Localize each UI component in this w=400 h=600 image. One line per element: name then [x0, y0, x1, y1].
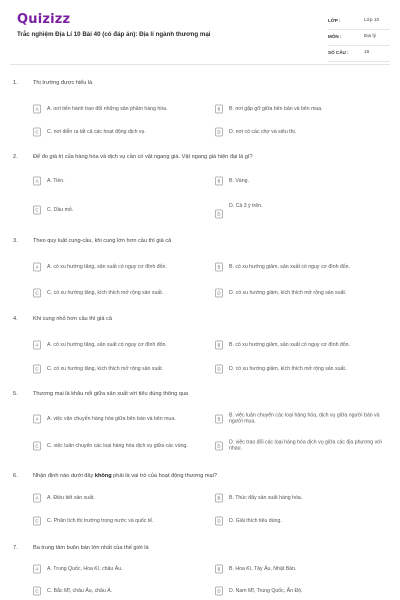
option-d[interactable] [215, 583, 385, 599]
meta-label: LỚP : [328, 18, 341, 23]
option-text: B. có xu hướng giảm, sản xuất có nguy cơ đình đốn. [229, 341, 351, 348]
meta-row-count [328, 46, 390, 62]
question-number: 1. [13, 80, 18, 86]
option-b[interactable] [215, 490, 385, 506]
meta-label: SỐ CÂU : [328, 50, 349, 55]
option-a[interactable] [33, 561, 196, 577]
option-a[interactable] [33, 99, 196, 119]
option-letter: A [33, 415, 41, 424]
option-text: C. nơi diễn ra tất cả các hoạt động dịch vụ. [47, 128, 146, 135]
option-text: A. nơi tiến hành trao đổi những sản phẩm hàng hóa. [47, 105, 168, 112]
option-letter: C [33, 442, 41, 451]
option-letter: B [215, 105, 223, 114]
question-text-part: Nhận định nào dưới đây [33, 473, 95, 479]
question-text: Để đo giá trị của hàng hóa và dịch vụ cần có vật ngang giá. Vật ngang giá hiện đại là gì? [33, 154, 253, 160]
worksheet-meta [328, 14, 390, 62]
option-text: B. Hoa Kì, Tây Âu, Nhật Bản. [229, 565, 297, 572]
option-text: C. Dầu mỏ. [47, 206, 74, 213]
option-a[interactable] [33, 257, 196, 277]
quizizz-logo: Quizizz [17, 12, 71, 27]
option-text: A. việc vận chuyển hàng hóa giữa bên bán và bên mua. [47, 415, 176, 422]
option-text: A. có xu hướng tăng, sản xuất có nguy cơ đình đốn. [47, 341, 167, 348]
option-text: D. có xu hướng giảm, kích thích mở rộng sản xuất. [229, 365, 347, 372]
option-letter: A [33, 565, 41, 574]
question-number: 3. [13, 238, 18, 244]
option-letter: B [215, 177, 223, 186]
option-text: B. Vàng. [229, 177, 249, 184]
meta-value: Địa lý [364, 34, 376, 39]
meta-value: Lớp 10 [364, 18, 380, 23]
option-letter: B [215, 565, 223, 574]
option-c[interactable] [33, 583, 196, 599]
option-text: C. có xu hướng tăng, kích thích mở rộng sản xuất. [47, 289, 164, 296]
option-letter: A [33, 494, 41, 503]
option-text: A. Tiền. [47, 177, 65, 184]
option-letter: C [33, 206, 41, 215]
option-text: A. Điều tiết sản xuất. [47, 494, 95, 501]
option-d[interactable] [215, 361, 385, 377]
option-letter: D [215, 209, 223, 218]
option-letter: A [33, 263, 41, 272]
option-letter: D [215, 517, 223, 526]
question-text: Theo quy luật cung-cầu, khi cung lớn hơn cầu thì giá cả [33, 238, 172, 244]
option-letter: C [33, 365, 41, 374]
option-c[interactable] [33, 436, 196, 456]
meta-label: MÔN : [328, 34, 342, 39]
option-letter: B [215, 263, 223, 272]
option-letter: D [215, 587, 223, 596]
question-text-part: phải là vai trò của hoạt động thương mại? [111, 473, 217, 479]
option-letter: D [215, 289, 223, 298]
option-d[interactable] [215, 124, 385, 140]
option-text: C. Phân tích thị trường trong nước và quốc tế. [47, 517, 154, 524]
worksheet-title: Trắc nghiệm Địa Lí 10 Bài 40 (có đáp án): Địa lí ngành thương mại [17, 31, 211, 38]
option-text: D. Nam Mĩ, Trung Quốc, Ấn Độ. [229, 587, 303, 594]
option-text: D. có xu hướng giảm, kích thích mở rộng sản xuất. [229, 289, 347, 296]
option-letter: B [215, 341, 223, 350]
option-text: D. việc trao đổi các loại hàng hóa dịch vụ giữa các địa phương với nhau. [229, 439, 382, 452]
option-b[interactable] [215, 99, 385, 119]
question-number: 6. [13, 473, 18, 479]
option-c[interactable] [33, 361, 196, 377]
question-text-emphasis: không [94, 473, 112, 479]
option-text: B. có xu hướng giảm, sản xuất có nguy cơ đình đốn. [229, 263, 351, 270]
option-text: C. Bắc Mĩ, châu Âu, châu Á. [47, 587, 113, 594]
option-text: B. nơi gặp gỡ giữa bên bán và bên mua. [229, 105, 323, 112]
option-letter: B [215, 494, 223, 503]
option-text: D. Giải thích tiêu dùng. [229, 517, 282, 524]
option-d[interactable] [215, 513, 385, 529]
option-c[interactable] [33, 124, 196, 140]
option-text: B. Thúc đẩy sản xuất hàng hóa. [229, 494, 303, 501]
option-text: C. có xu hướng tăng, kích thích mở rộng sản xuất. [47, 365, 164, 372]
question-text: Khi cung nhỏ hơn cầu thì giá cả [33, 316, 112, 322]
option-a[interactable] [33, 335, 196, 355]
option-d[interactable] [215, 285, 385, 301]
question-number: 2. [13, 154, 18, 160]
question-text: Thị trường được hiểu là [33, 80, 93, 86]
option-a[interactable] [33, 409, 196, 429]
meta-value: 15 [364, 50, 370, 55]
question-text: Ba trung tâm buôn bán lớn nhất của thế giới là [33, 545, 149, 551]
meta-row-class [328, 14, 390, 30]
question-text [33, 473, 383, 479]
question-number: 5. [13, 391, 18, 397]
option-c[interactable] [33, 285, 196, 301]
option-c[interactable] [33, 202, 196, 218]
option-text: D. Cả 3 ý trên. [229, 202, 263, 209]
question-number: 7. [13, 545, 18, 551]
option-text: A. Trung Quốc, Hoa Kì, châu Âu. [47, 565, 123, 572]
option-letter: D [215, 128, 223, 137]
option-letter: C [33, 587, 41, 596]
option-d[interactable] [215, 436, 385, 456]
option-a[interactable] [33, 173, 196, 189]
question-number: 4. [13, 316, 18, 322]
option-letter: D [215, 365, 223, 374]
option-a[interactable] [33, 490, 196, 506]
option-letter: A [33, 341, 41, 350]
question-text: Thương mại là khâu nối giữa sản xuất với tiêu dùng thông qua [33, 391, 189, 397]
option-b[interactable] [215, 257, 385, 277]
option-letter: C [33, 517, 41, 526]
option-letter: D [215, 442, 223, 451]
option-text: D. nơi có các chợ và siêu thị. [229, 128, 297, 135]
option-letter: B [215, 415, 223, 424]
option-text: C. việc luân chuyển các loại hàng hóa dịch vụ giữa các vùng. [47, 442, 188, 449]
option-b[interactable] [215, 335, 385, 355]
option-c[interactable] [33, 513, 196, 529]
option-text: B. việc luân chuyển các loại hàng hóa, dịch vụ giữa người bán và người mua. [229, 412, 380, 425]
option-b[interactable] [215, 409, 385, 429]
option-text: A. có xu hướng tăng, sản xuất có nguy cơ đình đốn. [47, 263, 167, 270]
meta-row-subject [328, 30, 390, 46]
option-letter: A [33, 177, 41, 186]
header-divider [10, 64, 390, 65]
option-letter: A [33, 105, 41, 114]
option-letter: C [33, 128, 41, 137]
option-b[interactable] [215, 561, 385, 577]
option-b[interactable] [215, 173, 385, 189]
option-letter: C [33, 289, 41, 298]
worksheet-header [0, 0, 400, 62]
option-d[interactable] [215, 200, 385, 220]
